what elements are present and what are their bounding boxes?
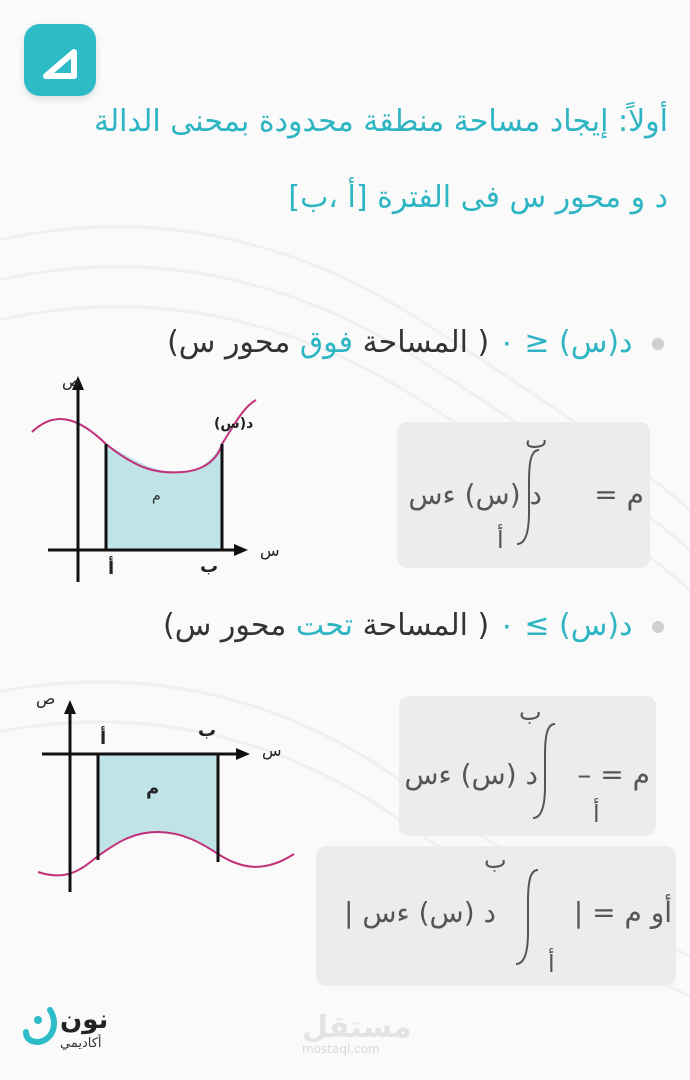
app-logo [24,24,96,96]
case1-region-label: م [152,488,161,504]
case2-upper-limit: ب [519,698,542,726]
case2-graph [28,682,298,902]
case1-graph [28,362,288,592]
case2-formula-card [399,696,656,836]
case1-upper-limit: ب [525,426,548,454]
case1-formula-card [397,422,650,568]
brand-subtitle: أكاديمي [60,1036,102,1051]
case1-shaded-region [106,444,222,550]
case1-formula-integrand: د (س) ءس [408,478,542,511]
case2-y-axis-arrow [64,700,76,714]
brand-name: نون [60,1005,109,1035]
case2-x-axis-label: س [262,741,282,760]
brand-logo-icon [22,1004,58,1048]
case2-formula-lhs: م = – [577,758,650,791]
bullet-dot [652,621,664,633]
case2-abs-formula-card [316,846,676,986]
case2-lower-limit: أ [593,800,600,828]
watermark-url: mostaql.com [302,1042,380,1056]
case2-shaded-region [98,754,218,856]
case2-condition-prefix: د(س) ≥ ٠ [498,608,633,643]
case2-condition-text-b: محور س) [163,608,287,643]
case2-curve [38,832,294,875]
case2-condition-text-a: ( المساحة [362,608,490,643]
case2-condition [163,608,664,643]
case1-condition [167,325,664,360]
case2-abs-formula-lhs: أو م = | [573,896,672,929]
case2-b-label: ب [198,720,217,741]
case2-abs-upper-limit: ب [484,846,507,874]
case2-a-label: أ [100,728,107,749]
watermark-text: مستقل [302,1010,412,1045]
case1-a-label: أ [108,558,115,579]
case2-y-axis-label: ص [36,689,56,708]
case1-formula-lhs: م = [594,478,644,511]
case2-abs-integral-sign [512,862,546,972]
case1-b-label: ب [200,556,219,577]
case1-y-axis-label: ص [62,371,82,390]
case1-lower-limit: أ [497,526,504,554]
logo-icon [24,24,96,96]
case1-curve-label: د(س) [214,416,254,432]
bullet-dot [652,338,664,350]
case1-condition-text-b: محور س) [167,325,291,360]
case2-condition-highlight: تحت [295,608,354,643]
case2-formula-integrand: د (س) ءس [404,758,538,791]
case2-abs-formula-integrand: د (س) ءس | [344,896,496,929]
case1-condition-prefix: د(س) ≤ ٠ [498,325,633,360]
case2-abs-lower-limit: أ [548,950,555,978]
case1-condition-highlight: فوق [299,325,354,360]
case1-x-axis-arrow [234,544,248,556]
case1-condition-text-a: ( المساحة [362,325,490,360]
case1-x-axis-label: س [260,541,280,560]
section-heading-line2: د و محور س فى الفترة [أ ،ب] [288,180,668,215]
case2-region-label: م [146,778,160,799]
case2-x-axis-arrow [236,748,250,760]
section-heading-line1: أولاً: إيجاد مساحة منطقة محدودة بمحنى الدالة [93,104,668,139]
